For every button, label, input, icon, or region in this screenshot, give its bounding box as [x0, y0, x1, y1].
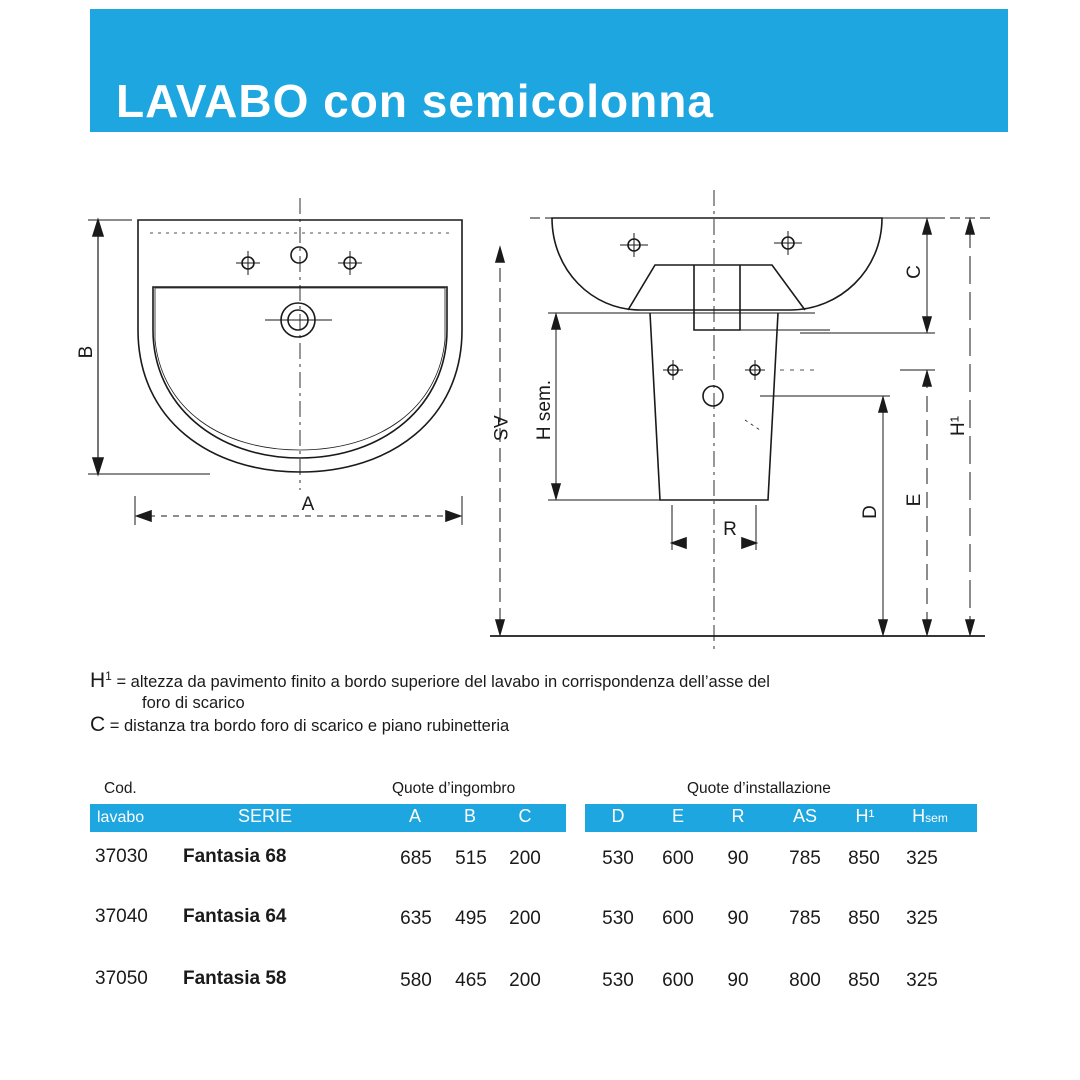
row3-C: 200 — [509, 970, 541, 991]
side-view — [490, 190, 990, 650]
row3-AS: 800 — [789, 970, 821, 991]
row1-A: 685 — [400, 848, 432, 869]
note-c: C = distanza tra bordo foro di scarico e piano rubinetteria — [90, 713, 510, 736]
row1-C: 200 — [509, 848, 541, 869]
label-B: B — [76, 345, 97, 359]
row2-H1: 850 — [848, 908, 880, 929]
row2-Hsem: 325 — [906, 908, 938, 929]
row2-E: 600 — [662, 908, 694, 929]
row3-serie: Fantasia 58 — [183, 968, 287, 989]
row2-B: 495 — [455, 908, 487, 929]
row3-E: 600 — [662, 970, 694, 991]
row1-E: 600 — [662, 848, 694, 869]
row2-serie: Fantasia 64 — [183, 906, 287, 927]
header-Hsem: Hsem — [912, 806, 948, 826]
row1-H1: 850 — [848, 848, 880, 869]
row2-cod: 37040 — [95, 906, 148, 927]
legend-notes — [90, 666, 990, 737]
row1-AS: 785 — [789, 848, 821, 869]
header-bar-ingombro — [90, 804, 566, 832]
row3-B: 465 — [455, 970, 487, 991]
label-C: C — [904, 265, 925, 279]
header-D: D — [611, 806, 625, 826]
header-C: C — [518, 806, 532, 826]
row1-Hsem: 325 — [906, 848, 938, 869]
header-B: B — [463, 806, 476, 826]
row2-A: 635 — [400, 908, 432, 929]
row3-D: 530 — [602, 970, 634, 991]
row3-H1: 850 — [848, 970, 880, 991]
header-R: R — [731, 806, 745, 826]
header-A: A — [408, 806, 421, 826]
row1-D: 530 — [602, 848, 634, 869]
header-lavabo: lavabo — [97, 809, 145, 826]
row1-cod: 37030 — [95, 846, 148, 867]
cod-label: Cod. — [104, 780, 137, 797]
header-H1: H¹ — [855, 806, 875, 826]
label-A: A — [301, 494, 315, 515]
page-title: LAVABO con semicolonna — [116, 75, 714, 127]
row1-serie: Fantasia 68 — [183, 846, 287, 867]
label-R: R — [723, 519, 737, 540]
label-E: E — [904, 493, 925, 507]
row1-B: 515 — [455, 848, 487, 869]
header-AS: AS — [792, 806, 817, 826]
group-ingombro-label: Quote d’ingombro — [392, 780, 516, 797]
row3-Hsem: 325 — [906, 970, 938, 991]
label-AS: AS — [489, 415, 510, 441]
header-E: E — [671, 806, 684, 826]
row3-A: 580 — [400, 970, 432, 991]
label-H1: H¹ — [948, 415, 969, 437]
front-view — [88, 198, 462, 525]
row2-AS: 785 — [789, 908, 821, 929]
label-H-sem: H sem. — [534, 379, 555, 441]
note-h1-continuation: foro di scarico — [142, 694, 245, 712]
row2-D: 530 — [602, 908, 634, 929]
row1-R: 90 — [727, 848, 749, 869]
row2-C: 200 — [509, 908, 541, 929]
note-h1: $H^1$ = altezza da pavimento finito a bordo superiore del lavabo in corrispondenza dell’asse del — [90, 669, 770, 692]
row3-R: 90 — [727, 970, 749, 991]
header-serie: SERIE — [237, 806, 293, 826]
label-D: D — [860, 505, 881, 519]
group-installazione-label: Quote d’installazione — [687, 780, 831, 797]
row2-R: 90 — [727, 908, 749, 929]
row3-cod: 37050 — [95, 968, 148, 989]
